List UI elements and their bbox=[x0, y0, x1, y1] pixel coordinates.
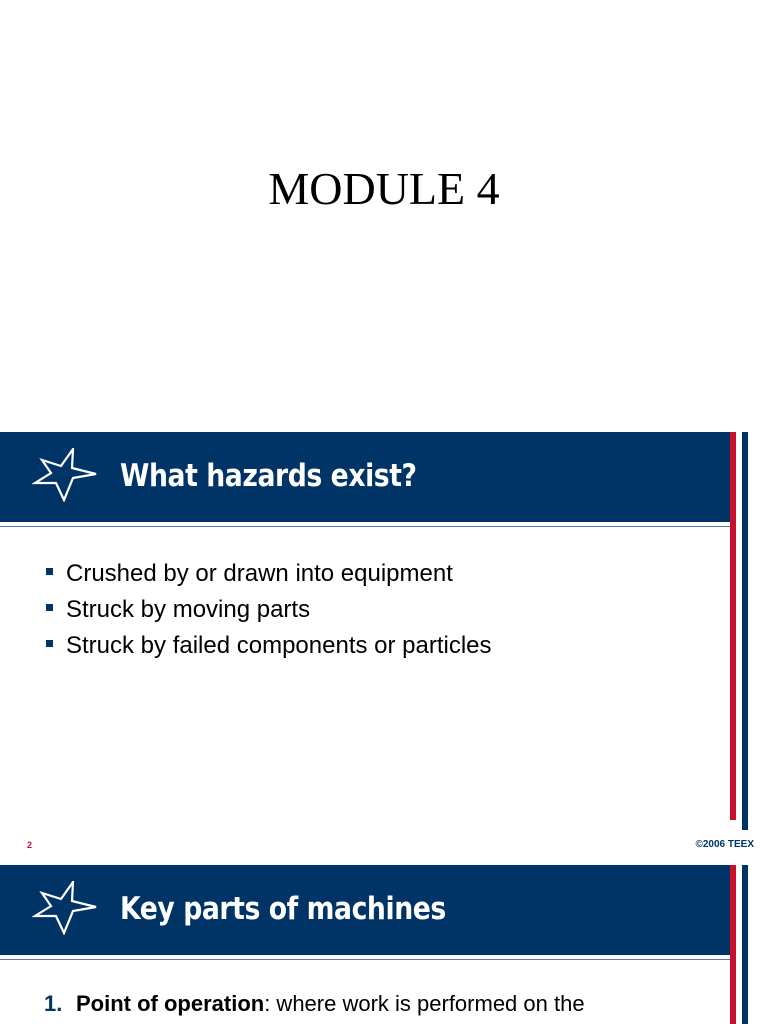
header-divider bbox=[0, 526, 730, 527]
module-title: MODULE 4 bbox=[268, 163, 500, 214]
slide-header bbox=[0, 865, 730, 955]
slide-title: Key parts of machines bbox=[120, 891, 446, 927]
header-divider bbox=[0, 959, 730, 960]
red-stripe bbox=[730, 432, 736, 820]
list-item: Struck by moving parts bbox=[44, 592, 492, 628]
key-parts-slide bbox=[0, 865, 768, 1024]
copyright: ©2006 TEEX bbox=[695, 839, 754, 850]
list-item: Struck by failed components or particles bbox=[44, 628, 492, 664]
slide-header bbox=[0, 432, 730, 522]
hazards-slide bbox=[0, 432, 768, 865]
list-item: Crushed by or drawn into equipment bbox=[44, 556, 492, 592]
hazard-list bbox=[44, 556, 492, 664]
item-number: 1. bbox=[44, 991, 63, 1016]
red-stripe bbox=[730, 865, 736, 1024]
title-slide bbox=[0, 0, 768, 432]
numbered-list bbox=[44, 989, 684, 1019]
item-term: Point of operation bbox=[76, 991, 265, 1016]
bullet-icon bbox=[46, 568, 53, 575]
star-outline-icon bbox=[32, 448, 98, 502]
star-outline-icon bbox=[32, 881, 98, 935]
blue-stripe bbox=[742, 432, 748, 830]
page-number: 2 bbox=[27, 840, 33, 850]
bullet-icon bbox=[46, 640, 53, 647]
list-item bbox=[44, 989, 684, 1019]
slide-title: What hazards exist? bbox=[120, 458, 417, 494]
blue-stripe bbox=[742, 865, 748, 1024]
item-definition: : where work is performed on the bbox=[264, 991, 585, 1016]
bullet-icon bbox=[46, 604, 53, 611]
